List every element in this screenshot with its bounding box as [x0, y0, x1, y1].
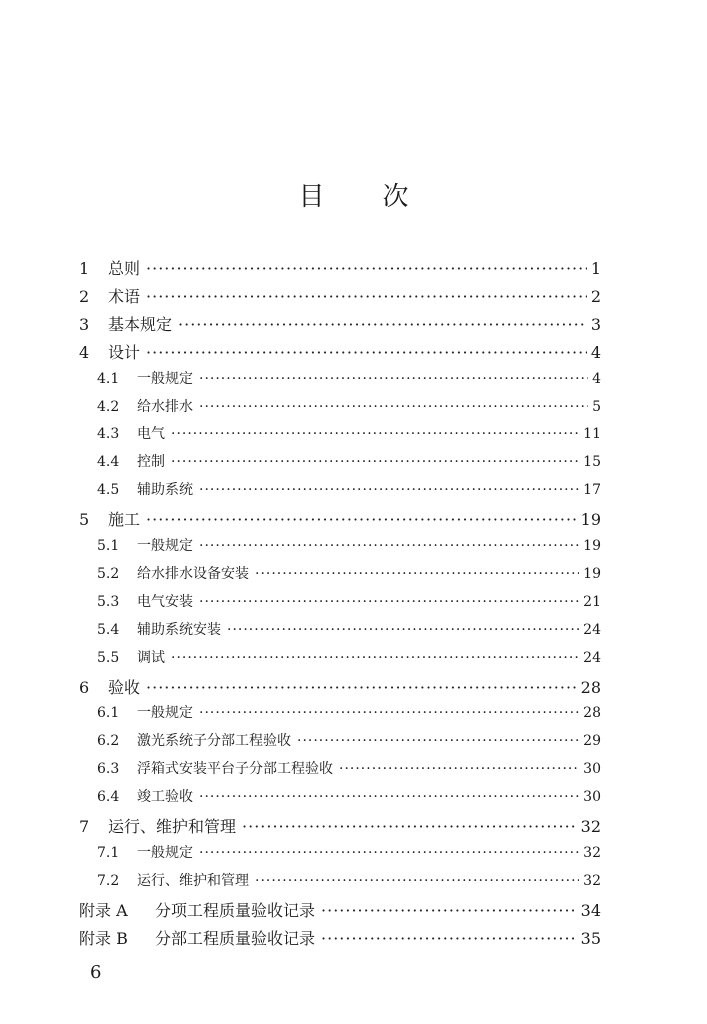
toc-entry-label: 激光系统子分部工程验收 [137, 733, 291, 750]
toc-entry-number: 4.3 [97, 426, 120, 443]
title-char-2: 次 [382, 182, 409, 212]
toc-entry-page: 32 [580, 817, 601, 836]
toc-entry-number: 5 [79, 510, 90, 530]
page-number: 6 [90, 962, 102, 983]
toc-entry-page: 19 [583, 538, 601, 554]
leader-dots [146, 343, 587, 362]
toc-entry-label: 一般规定 [137, 844, 193, 861]
toc-entry-number: 6 [79, 677, 90, 697]
toc-entry-label: 一般规定 [137, 705, 193, 722]
leader-dots [297, 733, 579, 749]
toc-section-entry[interactable] [97, 423, 601, 443]
toc-chapter-entry[interactable] [79, 814, 601, 837]
page-title [0, 176, 707, 213]
toc-chapter-entry[interactable] [79, 507, 601, 530]
toc-entry-label: 运行、维护和管理 [108, 817, 237, 836]
toc-entry-page: 30 [583, 761, 601, 778]
toc-entry-page: 34 [580, 900, 601, 920]
leader-dots [171, 454, 579, 470]
toc-section-entry[interactable] [97, 647, 601, 667]
toc-entry-label: 调试 [137, 649, 165, 666]
toc-entry-label: 一般规定 [137, 538, 193, 554]
toc-entry-label: 验收 [108, 677, 141, 697]
leader-dots [199, 594, 579, 610]
toc-entry-page: 5 [592, 398, 601, 415]
leader-dots [321, 901, 577, 920]
toc-entry-label: 基本规定 [108, 314, 173, 334]
toc-entry-number: 6.3 [97, 761, 120, 778]
toc-entry-number: 1 [79, 259, 90, 278]
toc-entry-page: 11 [583, 426, 601, 443]
toc-entry-page: 15 [583, 454, 601, 471]
toc-chapter-entry[interactable] [79, 675, 601, 698]
leader-dots [227, 622, 579, 638]
leader-dots [242, 817, 577, 836]
toc-entry-number: 4.1 [97, 370, 120, 387]
toc-section-entry[interactable] [97, 451, 601, 471]
toc-entry-label: 浮箱式安装平台子分部工程验收 [137, 761, 333, 778]
toc-entry-number: 4 [79, 342, 90, 362]
leader-dots [146, 510, 577, 529]
toc-section-entry[interactable] [97, 591, 601, 611]
toc-entry-label: 运行、维护和管理 [137, 872, 249, 889]
leader-dots [146, 259, 587, 278]
toc-entry-label: 一般规定 [137, 370, 193, 387]
toc-entry-number: 4.2 [97, 398, 120, 415]
leader-dots [199, 705, 579, 721]
toc-section-entry[interactable] [97, 870, 601, 890]
leader-dots [199, 845, 579, 861]
toc-entry-label: 电气安装 [137, 593, 193, 610]
toc-entry-label: 总则 [108, 259, 141, 278]
toc-entry-number: 4.4 [97, 454, 120, 471]
toc-entry-label: 电气 [137, 426, 165, 443]
toc-entry-number: 4.5 [97, 482, 120, 499]
leader-dots [199, 789, 579, 805]
toc-section-entry[interactable] [97, 563, 601, 583]
toc-entry-number: 7.1 [97, 844, 120, 861]
toc-appendix-entry[interactable] [79, 898, 601, 921]
toc-entry-number: 6.1 [97, 705, 120, 722]
toc-entry-page: 28 [583, 705, 601, 722]
title-char-1: 目 [298, 182, 325, 212]
toc-entry-page: 24 [583, 621, 601, 638]
toc-entry-page: 19 [580, 510, 601, 530]
toc-entry-label: 施工 [108, 510, 141, 530]
toc-entry-number: 6.2 [97, 733, 120, 750]
toc-section-entry[interactable] [97, 535, 601, 555]
toc-entry-page: 35 [580, 928, 601, 948]
toc-entry-number: 5.5 [97, 649, 120, 666]
toc-entry-label: 分项工程质量验收记录 [155, 900, 316, 920]
toc-section-entry[interactable] [97, 368, 601, 388]
toc-entry-number: 附录 A [79, 900, 128, 920]
toc-section-entry[interactable] [97, 786, 601, 806]
toc-entry-page: 3 [590, 314, 601, 334]
leader-dots [146, 678, 577, 697]
toc-section-entry[interactable] [97, 396, 601, 416]
leader-dots [255, 873, 579, 889]
toc-entry-page: 32 [583, 872, 601, 889]
toc-entry-label: 辅助系统 [137, 482, 193, 499]
toc-entry-number: 7.2 [97, 872, 120, 889]
toc-entry-page: 2 [590, 286, 601, 306]
toc-entry-number: 5.4 [97, 621, 120, 638]
toc-section-entry[interactable] [97, 619, 601, 639]
toc-entry-page: 21 [583, 593, 601, 610]
toc-chapter-entry[interactable] [79, 256, 601, 279]
toc-entry-page: 1 [590, 259, 601, 278]
toc-chapter-entry[interactable] [79, 340, 601, 363]
leader-dots [339, 761, 579, 777]
toc-entry-page: 29 [583, 733, 601, 750]
toc-entry-page: 17 [583, 482, 601, 499]
toc-chapter-entry[interactable] [79, 284, 601, 307]
toc-entry-page: 28 [580, 677, 601, 697]
toc-entry-page: 4 [592, 370, 601, 387]
leader-dots [146, 287, 587, 306]
toc-entry-label: 设计 [108, 342, 141, 362]
toc-entry-page: 30 [583, 789, 601, 806]
toc-section-entry[interactable] [97, 702, 601, 722]
toc-entry-label: 给水排水 [137, 398, 193, 415]
leader-dots [199, 482, 579, 498]
toc-entry-number: 5.3 [97, 593, 120, 610]
toc-entry-label: 辅助系统安装 [137, 621, 221, 638]
leader-dots [255, 566, 579, 582]
toc-entry-number: 5.1 [97, 538, 120, 554]
toc-entry-number: 2 [79, 286, 90, 306]
toc-chapter-entry[interactable] [79, 312, 601, 335]
toc-entry-number: 附录 B [79, 928, 128, 948]
toc-entry-label: 给水排水设备安装 [137, 565, 249, 582]
leader-dots [321, 929, 577, 948]
toc-section-entry[interactable] [97, 758, 601, 778]
leader-dots [171, 426, 579, 442]
toc-entry-label: 竣工验收 [137, 789, 193, 806]
toc-entry-page: 24 [583, 649, 601, 666]
toc-entry-page: 19 [583, 565, 601, 582]
leader-dots [199, 399, 588, 415]
toc-entry-number: 3 [79, 314, 90, 334]
leader-dots [199, 538, 579, 554]
toc-entry-number: 5.2 [97, 565, 120, 582]
toc-section-entry[interactable] [97, 842, 601, 862]
toc-entry-page: 32 [583, 844, 601, 861]
toc-appendix-entry[interactable] [79, 926, 601, 949]
toc-section-entry[interactable] [97, 479, 601, 499]
toc-entry-label: 分部工程质量验收记录 [155, 928, 316, 948]
toc-entry-label: 控制 [137, 454, 165, 471]
leader-dots [171, 650, 579, 666]
toc-entry-page: 4 [590, 342, 601, 362]
toc-entry-number: 7 [79, 817, 90, 836]
toc-entry-number: 6.4 [97, 789, 120, 806]
leader-dots [178, 315, 587, 334]
toc-entry-label: 术语 [108, 286, 141, 306]
toc-section-entry[interactable] [97, 730, 601, 750]
leader-dots [199, 371, 588, 387]
